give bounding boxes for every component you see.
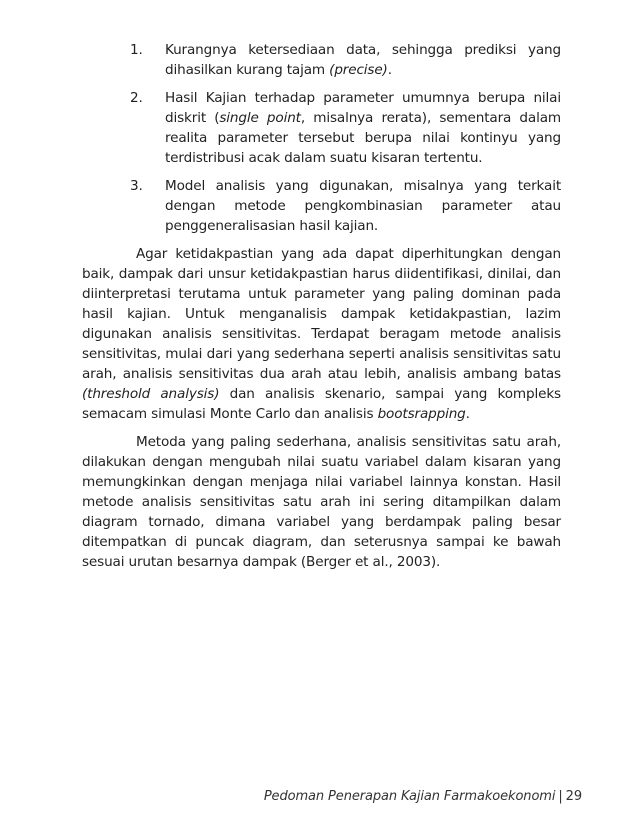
body-paragraph: Metoda yang paling sederhana, analisis sensitivitas satu arah, dilakukan dengan mengubah nilai suatu variabel dalam kisaran yang memungkinkan dengan menjaga nilai variabel lainnya konstan. Hasil metode analisis sensitivitas satu arah ini sering ditampilkan dalam diagram tornado, dimana variabel yang berdampak paling besar ditempatkan di puncak diagram, dan seterusnya sampai ke bawah sesuai urutan besarnya dampak (Berger et al., 2003).	[82, 434, 561, 570]
page-footer	[264, 789, 582, 804]
list-item	[82, 176, 561, 236]
list-item-text: Hasil Kajian terhadap parameter umumnya berupa nilai diskrit (single point, misalnya rerata), sementara dalam realita parameter tersebut berupa nilai kontinyu yang terdistribusi acak dalam suatu kisaran tertentu.	[165, 90, 561, 166]
page-number: 29	[565, 789, 582, 804]
list-item-text: Kurangnya ketersediaan data, sehingga prediksi yang dihasilkan kurang tajam (precise).	[165, 42, 561, 78]
footer-separator: |	[558, 789, 563, 804]
list-item	[82, 40, 561, 80]
list-item-text: Model analisis yang digunakan, misalnya yang terkait dengan metode pengkombinasian parameter atau penggeneralisasian hasil kajian.	[165, 178, 561, 234]
numbered-list	[82, 40, 561, 236]
list-number: 2.	[130, 90, 143, 106]
body-paragraph: Agar ketidakpastian yang ada dapat diperhitungkan dengan baik, dampak dari unsur ketidakpastian harus diidentifikasi, dinilai, dan diinterpretasi terutama untuk parameter yang paling dominan pada hasil kajian. Untuk menganalisis dampak ketidakpastian, lazim digunakan analisis sensitivitas. Terdapat beragam metode analisis sensitivitas, mulai dari yang sederhana seperti analisis sensitivitas satu arah, analisis sensitivitas dua arah atau lebih, analisis ambang batas (threshold analysis) dan analisis skenario, sampai yang kompleks semacam simulasi Monte Carlo dan analisis bootsrapping.	[82, 246, 561, 422]
page-content	[82, 40, 561, 580]
footer-title: Pedoman Penerapan Kajian Farmakoekonomi	[263, 789, 556, 804]
list-number: 3.	[130, 178, 143, 194]
list-number: 1.	[130, 42, 143, 58]
list-item	[82, 88, 561, 168]
